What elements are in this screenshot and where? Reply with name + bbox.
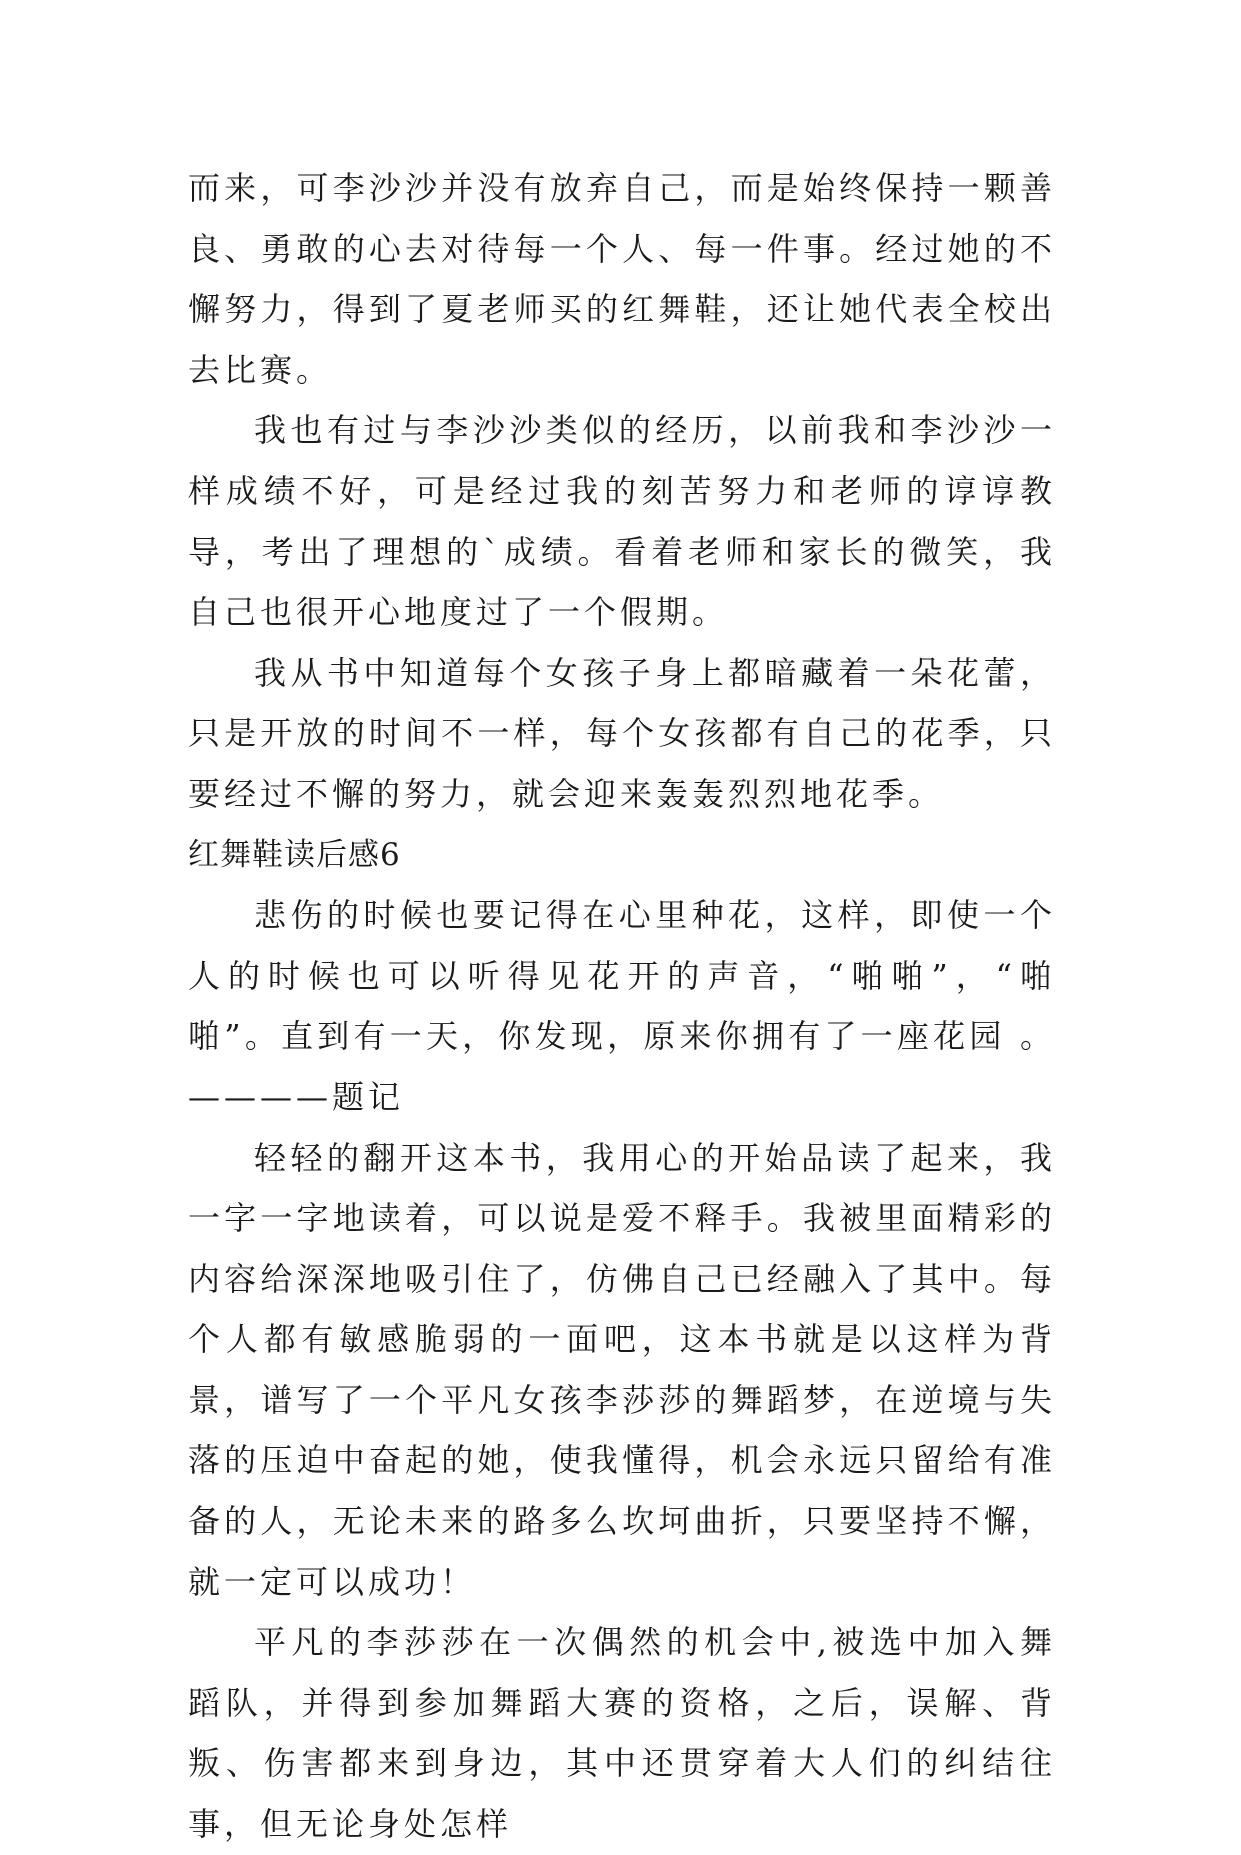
paragraph-4-epigraph: 悲伤的时候也要记得在心里种花，这样，即使一个人的时候也可以听得见花开的声音，“啪啪”，“啪啪”。直到有一天，你发现，原来你拥有了一座花园 。————题记 bbox=[188, 896, 1056, 1116]
document-body bbox=[188, 158, 1056, 1855]
paragraph-1: 而来，可李沙沙并没有放弃自己，而是始终保持一颗善良、勇敢的心去对待每一个人、每一件事。经过她的不懈努力，得到了夏老师买的红舞鞋，还让她代表全校出去比赛。 bbox=[188, 169, 1056, 389]
paragraph-6: 平凡的李莎莎在一次偶然的机会中,被选中加入舞蹈队，并得到参加舞蹈大赛的资格，之后，误解、背叛、伤害都来到身边，其中还贯穿着大人们的纠结往事，但无论身处怎样 bbox=[188, 1623, 1056, 1844]
paragraph-2: 我也有过与李沙沙类似的经历，以前我和李沙沙一样成绩不好，可是经过我的刻苦努力和老师的谆谆教导，考出了理想的`成绩。看着老师和家长的微笑，我自己也很开心地度过了一个假期。 bbox=[188, 411, 1056, 632]
section-heading: 红舞鞋读后感6 bbox=[188, 836, 401, 873]
paragraph-5: 轻轻的翻开这本书，我用心的开始品读了起来，我一字一字地读着，可以说是爱不释手。我被里面精彩的内容给深深地吸引住了，仿佛自己已经融入了其中。每个人都有敏感脆弱的一面吧，这本书就是以这样为背景，谱写了一个平凡女孩李莎莎的舞蹈梦，在逆境与失落的压迫中奋起的她，使我懂得，机会永远只留给有准备的人，无论未来的路多么坎坷曲折，只要坚持不懈，就一定可以成功！ bbox=[188, 1138, 1056, 1601]
paragraph-3: 我从书中知道每个女孩子身上都暗藏着一朵花蕾，只是开放的时间不一样，每个女孩都有自己的花季，只要经过不懈的努力，就会迎来轰轰烈烈地花季。 bbox=[188, 653, 1056, 813]
